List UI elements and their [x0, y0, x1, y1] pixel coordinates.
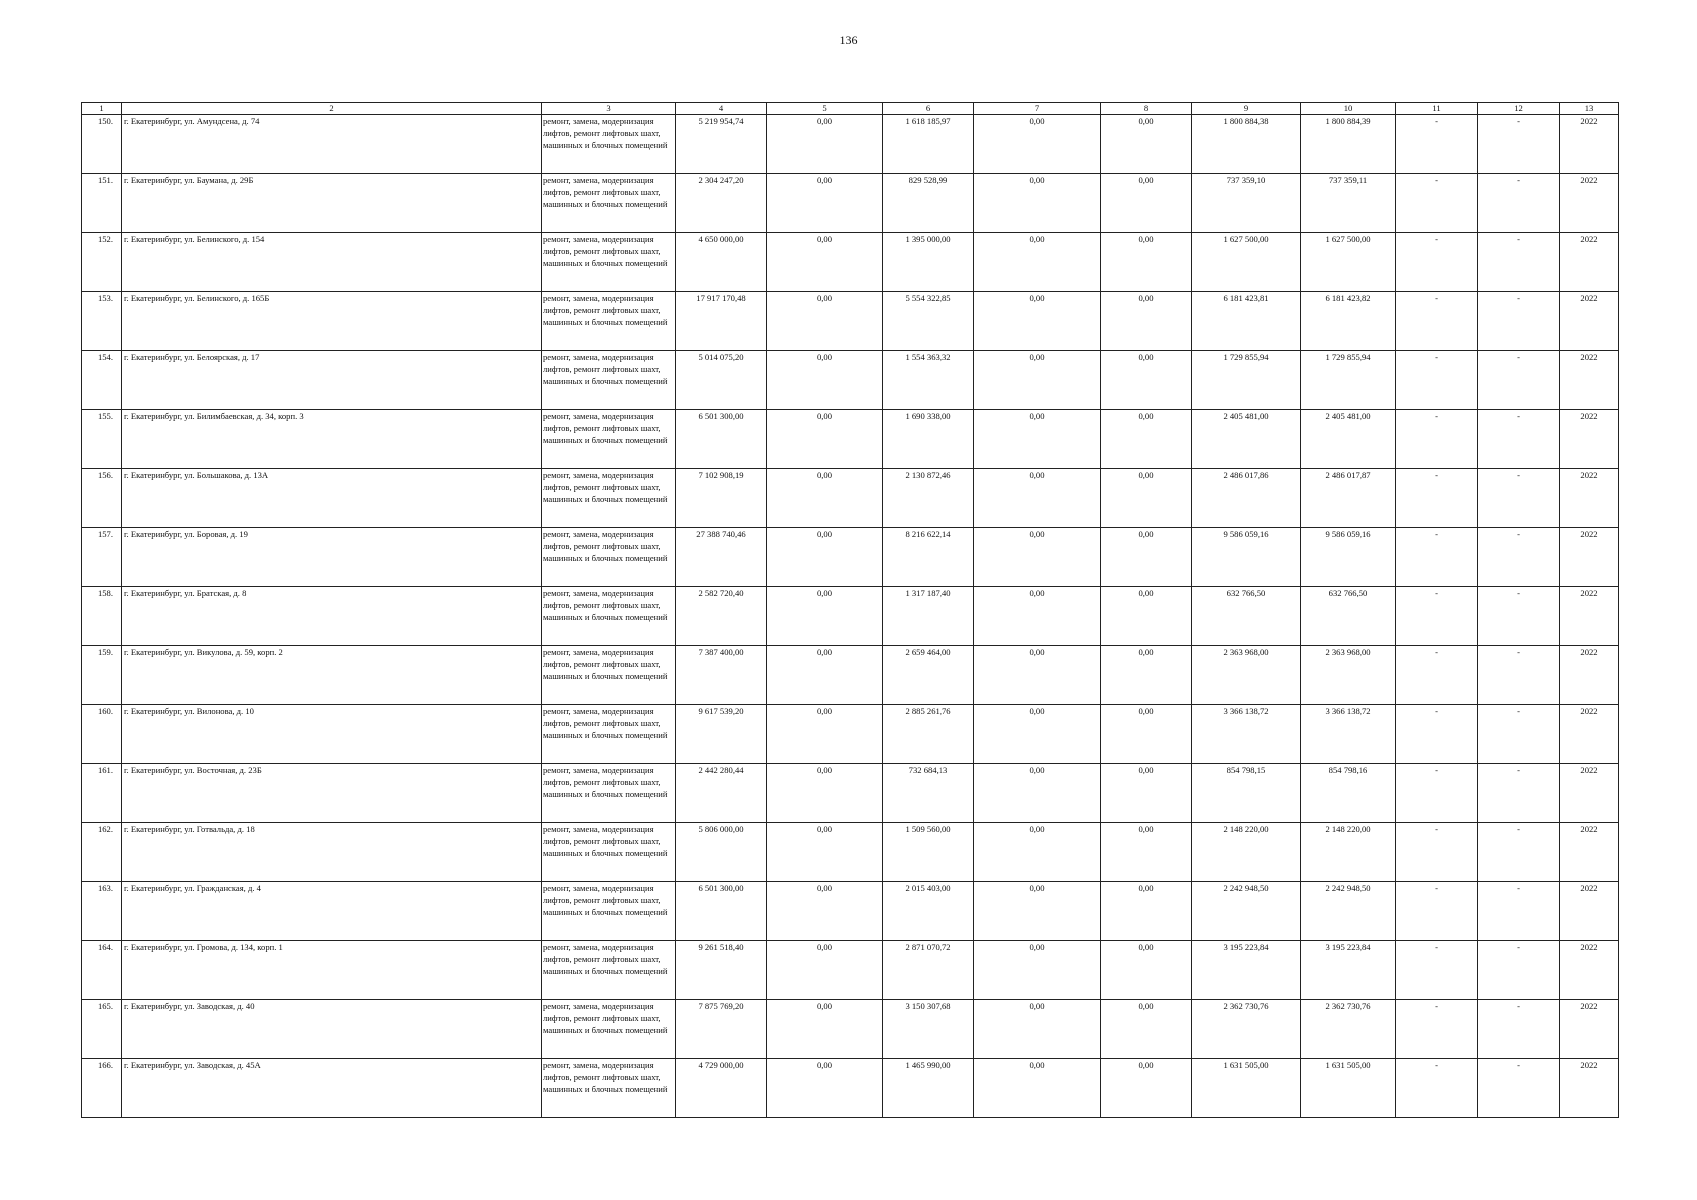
- col12-cell: -: [1478, 764, 1560, 823]
- col11-cell: -: [1396, 233, 1478, 292]
- column-header-1: 1: [82, 103, 122, 115]
- col10-cell: 1 800 884,39: [1301, 115, 1396, 174]
- address-cell: г. Екатеринбург, ул. Громова, д. 134, корп. 1: [122, 941, 542, 1000]
- address-cell: г. Екатеринбург, ул. Белинского, д. 154: [122, 233, 542, 292]
- col6-cell: 2 130 872,46: [883, 469, 974, 528]
- total-cost-cell: 5 014 075,20: [676, 351, 767, 410]
- work-type-cell: ремонт, замена, модернизация лифтов, ремонт лифтовых шахт, машинных и блочных помещений: [542, 351, 676, 410]
- address-cell: г. Екатеринбург, ул. Белинского, д. 165Б: [122, 292, 542, 351]
- col10-cell: 6 181 423,82: [1301, 292, 1396, 351]
- table-row: [82, 410, 1619, 469]
- table-row: [82, 1000, 1619, 1059]
- col12-cell: -: [1478, 233, 1560, 292]
- col8-cell: 0,00: [1101, 174, 1192, 233]
- col11-cell: -: [1396, 941, 1478, 1000]
- col10-cell: 3 195 223,84: [1301, 941, 1396, 1000]
- total-cost-cell: 6 501 300,00: [676, 410, 767, 469]
- col5-cell: 0,00: [767, 174, 883, 233]
- work-type-cell: ремонт, замена, модернизация лифтов, ремонт лифтовых шахт, машинных и блочных помещений: [542, 646, 676, 705]
- col9-cell: 6 181 423,81: [1192, 292, 1301, 351]
- address-cell: г. Екатеринбург, ул. Белоярская, д. 17: [122, 351, 542, 410]
- work-type-cell: ремонт, замена, модернизация лифтов, ремонт лифтовых шахт, машинных и блочных помещений: [542, 764, 676, 823]
- total-cost-cell: 2 304 247,20: [676, 174, 767, 233]
- col5-cell: 0,00: [767, 115, 883, 174]
- address-cell: г. Екатеринбург, ул. Восточная, д. 23Б: [122, 764, 542, 823]
- col9-cell: 632 766,50: [1192, 587, 1301, 646]
- year-cell: 2022: [1560, 115, 1619, 174]
- table-row: [82, 528, 1619, 587]
- total-cost-cell: 5 806 000,00: [676, 823, 767, 882]
- address-cell: г. Екатеринбург, ул. Большакова, д. 13А: [122, 469, 542, 528]
- table-row: [82, 174, 1619, 233]
- column-header-11: 11: [1396, 103, 1478, 115]
- table-row: [82, 587, 1619, 646]
- col8-cell: 0,00: [1101, 1000, 1192, 1059]
- total-cost-cell: 7 387 400,00: [676, 646, 767, 705]
- col12-cell: -: [1478, 351, 1560, 410]
- year-cell: 2022: [1560, 469, 1619, 528]
- col7-cell: 0,00: [974, 823, 1101, 882]
- total-cost-cell: 2 582 720,40: [676, 587, 767, 646]
- address-cell: г. Екатеринбург, ул. Вилонова, д. 10: [122, 705, 542, 764]
- address-cell: г. Екатеринбург, ул. Заводская, д. 45А: [122, 1059, 542, 1118]
- col12-cell: -: [1478, 469, 1560, 528]
- col9-cell: 2 405 481,00: [1192, 410, 1301, 469]
- col11-cell: -: [1396, 823, 1478, 882]
- col9-cell: 2 363 968,00: [1192, 646, 1301, 705]
- work-type-cell: ремонт, замена, модернизация лифтов, ремонт лифтовых шахт, машинных и блочных помещений: [542, 1059, 676, 1118]
- col12-cell: -: [1478, 292, 1560, 351]
- col8-cell: 0,00: [1101, 115, 1192, 174]
- col7-cell: 0,00: [974, 233, 1101, 292]
- total-cost-cell: 5 219 954,74: [676, 115, 767, 174]
- row-number: 160.: [82, 705, 122, 764]
- address-cell: г. Екатеринбург, ул. Баумана, д. 29Б: [122, 174, 542, 233]
- column-header-3: 3: [542, 103, 676, 115]
- col6-cell: 3 150 307,68: [883, 1000, 974, 1059]
- col10-cell: 1 631 505,00: [1301, 1059, 1396, 1118]
- col9-cell: 737 359,10: [1192, 174, 1301, 233]
- work-type-cell: ремонт, замена, модернизация лифтов, ремонт лифтовых шахт, машинных и блочных помещений: [542, 882, 676, 941]
- table-body: [82, 115, 1619, 1118]
- page-number: 136: [839, 33, 858, 47]
- work-type-cell: ремонт, замена, модернизация лифтов, ремонт лифтовых шахт, машинных и блочных помещений: [542, 705, 676, 764]
- col8-cell: 0,00: [1101, 528, 1192, 587]
- col9-cell: 2 362 730,76: [1192, 1000, 1301, 1059]
- table-row: [82, 292, 1619, 351]
- row-number: 155.: [82, 410, 122, 469]
- year-cell: 2022: [1560, 823, 1619, 882]
- address-cell: г. Екатеринбург, ул. Амундсена, д. 74: [122, 115, 542, 174]
- col12-cell: -: [1478, 705, 1560, 764]
- col5-cell: 0,00: [767, 705, 883, 764]
- address-cell: г. Екатеринбург, ул. Готвальда, д. 18: [122, 823, 542, 882]
- total-cost-cell: 4 650 000,00: [676, 233, 767, 292]
- table-row: [82, 1059, 1619, 1118]
- col7-cell: 0,00: [974, 705, 1101, 764]
- row-number: 156.: [82, 469, 122, 528]
- col11-cell: -: [1396, 410, 1478, 469]
- year-cell: 2022: [1560, 764, 1619, 823]
- work-type-cell: ремонт, замена, модернизация лифтов, ремонт лифтовых шахт, машинных и блочных помещений: [542, 528, 676, 587]
- row-number: 153.: [82, 292, 122, 351]
- work-type-cell: ремонт, замена, модернизация лифтов, ремонт лифтовых шахт, машинных и блочных помещений: [542, 1000, 676, 1059]
- col7-cell: 0,00: [974, 174, 1101, 233]
- col11-cell: -: [1396, 646, 1478, 705]
- col10-cell: 854 798,16: [1301, 764, 1396, 823]
- work-type-cell: ремонт, замена, модернизация лифтов, ремонт лифтовых шахт, машинных и блочных помещений: [542, 115, 676, 174]
- address-cell: г. Екатеринбург, ул. Гражданская, д. 4: [122, 882, 542, 941]
- col11-cell: -: [1396, 1000, 1478, 1059]
- col5-cell: 0,00: [767, 1059, 883, 1118]
- col7-cell: 0,00: [974, 646, 1101, 705]
- col6-cell: 1 618 185,97: [883, 115, 974, 174]
- col11-cell: -: [1396, 469, 1478, 528]
- column-header-13: 13: [1560, 103, 1619, 115]
- col10-cell: 1 729 855,94: [1301, 351, 1396, 410]
- work-type-cell: ремонт, замена, модернизация лифтов, ремонт лифтовых шахт, машинных и блочных помещений: [542, 233, 676, 292]
- row-number: 164.: [82, 941, 122, 1000]
- col11-cell: -: [1396, 587, 1478, 646]
- col12-cell: -: [1478, 646, 1560, 705]
- col6-cell: 8 216 622,14: [883, 528, 974, 587]
- col8-cell: 0,00: [1101, 351, 1192, 410]
- col7-cell: 0,00: [974, 764, 1101, 823]
- col5-cell: 0,00: [767, 882, 883, 941]
- year-cell: 2022: [1560, 410, 1619, 469]
- row-number: 154.: [82, 351, 122, 410]
- col8-cell: 0,00: [1101, 292, 1192, 351]
- table-row: [82, 705, 1619, 764]
- col11-cell: -: [1396, 351, 1478, 410]
- col7-cell: 0,00: [974, 528, 1101, 587]
- work-type-cell: ремонт, замена, модернизация лифтов, ремонт лифтовых шахт, машинных и блочных помещений: [542, 587, 676, 646]
- col5-cell: 0,00: [767, 823, 883, 882]
- year-cell: 2022: [1560, 351, 1619, 410]
- col6-cell: 1 509 560,00: [883, 823, 974, 882]
- total-cost-cell: 9 261 518,40: [676, 941, 767, 1000]
- col10-cell: 2 148 220,00: [1301, 823, 1396, 882]
- col8-cell: 0,00: [1101, 410, 1192, 469]
- row-number: 163.: [82, 882, 122, 941]
- col7-cell: 0,00: [974, 587, 1101, 646]
- col12-cell: -: [1478, 410, 1560, 469]
- table-row: [82, 941, 1619, 1000]
- col5-cell: 0,00: [767, 351, 883, 410]
- total-cost-cell: 27 388 740,46: [676, 528, 767, 587]
- total-cost-cell: 6 501 300,00: [676, 882, 767, 941]
- col9-cell: 2 486 017,86: [1192, 469, 1301, 528]
- year-cell: 2022: [1560, 528, 1619, 587]
- col7-cell: 0,00: [974, 1059, 1101, 1118]
- work-type-cell: ремонт, замена, модернизация лифтов, ремонт лифтовых шахт, машинных и блочных помещений: [542, 469, 676, 528]
- table-row: [82, 646, 1619, 705]
- year-cell: 2022: [1560, 882, 1619, 941]
- year-cell: 2022: [1560, 292, 1619, 351]
- row-number: 162.: [82, 823, 122, 882]
- col6-cell: 732 684,13: [883, 764, 974, 823]
- col11-cell: -: [1396, 764, 1478, 823]
- col10-cell: 9 586 059,16: [1301, 528, 1396, 587]
- col6-cell: 2 871 070,72: [883, 941, 974, 1000]
- col12-cell: -: [1478, 115, 1560, 174]
- work-type-cell: ремонт, замена, модернизация лифтов, ремонт лифтовых шахт, машинных и блочных помещений: [542, 292, 676, 351]
- total-cost-cell: 7 102 908,19: [676, 469, 767, 528]
- address-cell: г. Екатеринбург, ул. Братская, д. 8: [122, 587, 542, 646]
- total-cost-cell: 7 875 769,20: [676, 1000, 767, 1059]
- table-row: [82, 764, 1619, 823]
- col7-cell: 0,00: [974, 941, 1101, 1000]
- col12-cell: -: [1478, 823, 1560, 882]
- col5-cell: 0,00: [767, 233, 883, 292]
- col8-cell: 0,00: [1101, 587, 1192, 646]
- col6-cell: 2 885 261,76: [883, 705, 974, 764]
- table-row: [82, 233, 1619, 292]
- table-row: [82, 882, 1619, 941]
- year-cell: 2022: [1560, 174, 1619, 233]
- col11-cell: -: [1396, 705, 1478, 764]
- table-row: [82, 351, 1619, 410]
- col11-cell: -: [1396, 528, 1478, 587]
- column-header-6: 6: [883, 103, 974, 115]
- col7-cell: 0,00: [974, 351, 1101, 410]
- year-cell: 2022: [1560, 1059, 1619, 1118]
- col8-cell: 0,00: [1101, 469, 1192, 528]
- col9-cell: 1 627 500,00: [1192, 233, 1301, 292]
- col8-cell: 0,00: [1101, 233, 1192, 292]
- column-header-8: 8: [1101, 103, 1192, 115]
- col11-cell: -: [1396, 292, 1478, 351]
- col7-cell: 0,00: [974, 469, 1101, 528]
- total-cost-cell: 4 729 000,00: [676, 1059, 767, 1118]
- col10-cell: 1 627 500,00: [1301, 233, 1396, 292]
- col6-cell: 5 554 322,85: [883, 292, 974, 351]
- row-number: 165.: [82, 1000, 122, 1059]
- col11-cell: -: [1396, 115, 1478, 174]
- col10-cell: 737 359,11: [1301, 174, 1396, 233]
- col9-cell: 2 242 948,50: [1192, 882, 1301, 941]
- col9-cell: 9 586 059,16: [1192, 528, 1301, 587]
- year-cell: 2022: [1560, 941, 1619, 1000]
- row-number: 158.: [82, 587, 122, 646]
- col6-cell: 1 317 187,40: [883, 587, 974, 646]
- row-number: 159.: [82, 646, 122, 705]
- column-header-7: 7: [974, 103, 1101, 115]
- row-number: 152.: [82, 233, 122, 292]
- year-cell: 2022: [1560, 646, 1619, 705]
- col10-cell: 632 766,50: [1301, 587, 1396, 646]
- col8-cell: 0,00: [1101, 764, 1192, 823]
- col12-cell: -: [1478, 1000, 1560, 1059]
- year-cell: 2022: [1560, 705, 1619, 764]
- work-type-cell: ремонт, замена, модернизация лифтов, ремонт лифтовых шахт, машинных и блочных помещений: [542, 823, 676, 882]
- col7-cell: 0,00: [974, 115, 1101, 174]
- address-cell: г. Екатеринбург, ул. Викулова, д. 59, корп. 2: [122, 646, 542, 705]
- work-type-cell: ремонт, замена, модернизация лифтов, ремонт лифтовых шахт, машинных и блочных помещений: [542, 410, 676, 469]
- col11-cell: -: [1396, 174, 1478, 233]
- col8-cell: 0,00: [1101, 646, 1192, 705]
- column-header-5: 5: [767, 103, 883, 115]
- col7-cell: 0,00: [974, 410, 1101, 469]
- col5-cell: 0,00: [767, 587, 883, 646]
- col6-cell: 1 395 000,00: [883, 233, 974, 292]
- year-cell: 2022: [1560, 233, 1619, 292]
- total-cost-cell: 2 442 280,44: [676, 764, 767, 823]
- row-number: 161.: [82, 764, 122, 823]
- row-number: 151.: [82, 174, 122, 233]
- column-header-2: 2: [122, 103, 542, 115]
- table-row: [82, 469, 1619, 528]
- col5-cell: 0,00: [767, 469, 883, 528]
- address-cell: г. Екатеринбург, ул. Заводская, д. 40: [122, 1000, 542, 1059]
- col7-cell: 0,00: [974, 1000, 1101, 1059]
- col12-cell: -: [1478, 174, 1560, 233]
- col5-cell: 0,00: [767, 764, 883, 823]
- year-cell: 2022: [1560, 1000, 1619, 1059]
- table-row: [82, 823, 1619, 882]
- col9-cell: 1 729 855,94: [1192, 351, 1301, 410]
- col9-cell: 2 148 220,00: [1192, 823, 1301, 882]
- col6-cell: 829 528,99: [883, 174, 974, 233]
- col9-cell: 854 798,15: [1192, 764, 1301, 823]
- col7-cell: 0,00: [974, 882, 1101, 941]
- col12-cell: -: [1478, 528, 1560, 587]
- col6-cell: 1 465 990,00: [883, 1059, 974, 1118]
- total-cost-cell: 17 917 170,48: [676, 292, 767, 351]
- col9-cell: 3 195 223,84: [1192, 941, 1301, 1000]
- col12-cell: -: [1478, 1059, 1560, 1118]
- col5-cell: 0,00: [767, 1000, 883, 1059]
- column-header-12: 12: [1478, 103, 1560, 115]
- col6-cell: 2 015 403,00: [883, 882, 974, 941]
- col6-cell: 1 690 338,00: [883, 410, 974, 469]
- col10-cell: 3 366 138,72: [1301, 705, 1396, 764]
- work-type-cell: ремонт, замена, модернизация лифтов, ремонт лифтовых шахт, машинных и блочных помещений: [542, 941, 676, 1000]
- column-header-4: 4: [676, 103, 767, 115]
- col8-cell: 0,00: [1101, 705, 1192, 764]
- col9-cell: 3 366 138,72: [1192, 705, 1301, 764]
- col5-cell: 0,00: [767, 410, 883, 469]
- col10-cell: 2 486 017,87: [1301, 469, 1396, 528]
- col5-cell: 0,00: [767, 646, 883, 705]
- col10-cell: 2 405 481,00: [1301, 410, 1396, 469]
- col11-cell: -: [1396, 1059, 1478, 1118]
- col8-cell: 0,00: [1101, 882, 1192, 941]
- col11-cell: -: [1396, 882, 1478, 941]
- column-header-9: 9: [1192, 103, 1301, 115]
- col6-cell: 1 554 363,32: [883, 351, 974, 410]
- address-cell: г. Екатеринбург, ул. Билимбаевская, д. 34, корп. 3: [122, 410, 542, 469]
- col8-cell: 0,00: [1101, 941, 1192, 1000]
- col7-cell: 0,00: [974, 292, 1101, 351]
- col10-cell: 2 242 948,50: [1301, 882, 1396, 941]
- address-cell: г. Екатеринбург, ул. Боровая, д. 19: [122, 528, 542, 587]
- col5-cell: 0,00: [767, 292, 883, 351]
- col12-cell: -: [1478, 587, 1560, 646]
- table-row: [82, 115, 1619, 174]
- col9-cell: 1 631 505,00: [1192, 1059, 1301, 1118]
- col6-cell: 2 659 464,00: [883, 646, 974, 705]
- col9-cell: 1 800 884,38: [1192, 115, 1301, 174]
- col10-cell: 2 362 730,76: [1301, 1000, 1396, 1059]
- capital-repair-table: [81, 102, 1619, 1118]
- year-cell: 2022: [1560, 587, 1619, 646]
- col12-cell: -: [1478, 941, 1560, 1000]
- col5-cell: 0,00: [767, 528, 883, 587]
- row-number: 157.: [82, 528, 122, 587]
- col10-cell: 2 363 968,00: [1301, 646, 1396, 705]
- row-number: 166.: [82, 1059, 122, 1118]
- col12-cell: -: [1478, 882, 1560, 941]
- column-number-header-row: [82, 103, 1619, 115]
- total-cost-cell: 9 617 539,20: [676, 705, 767, 764]
- column-header-10: 10: [1301, 103, 1396, 115]
- work-type-cell: ремонт, замена, модернизация лифтов, ремонт лифтовых шахт, машинных и блочных помещений: [542, 174, 676, 233]
- row-number: 150.: [82, 115, 122, 174]
- col5-cell: 0,00: [767, 941, 883, 1000]
- col8-cell: 0,00: [1101, 823, 1192, 882]
- col8-cell: 0,00: [1101, 1059, 1192, 1118]
